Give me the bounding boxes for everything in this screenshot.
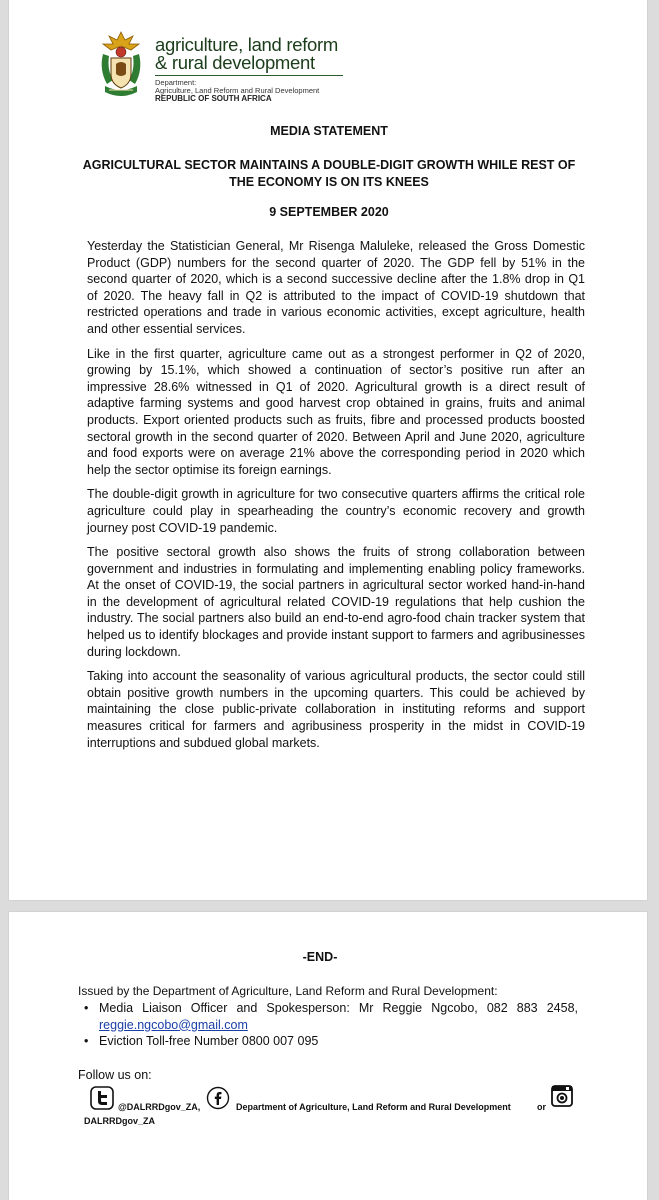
brand-divider — [155, 75, 343, 76]
headline-line-1: AGRICULTURAL SECTOR MAINTAINS A DOUBLE-DIGIT GROWTH WHILE REST OF — [82, 158, 576, 172]
paragraph: Taking into account the seasonality of various agricultural products, the sector could still obtain positive growth numbers in the upcoming quarters. This could be achieved by maintaining the close public-private collaboration in instituting reforms and support measures critical for farmers and agribusiness prosperity in the midst in COVID-19 interruptions and subdued global markets. — [87, 669, 585, 750]
department-logo — [95, 30, 345, 104]
instagram-icon[interactable] — [550, 1084, 574, 1108]
headline-line-2: THE ECONOMY IS ON ITS KNEES — [229, 175, 429, 189]
twitter-handle[interactable]: @DALRRDgov_ZA, — [118, 1102, 201, 1112]
list-item: • Eviction Toll-free Number 0800 007 095 — [78, 1033, 578, 1050]
headline — [69, 157, 589, 191]
twitter-icon[interactable] — [90, 1086, 114, 1110]
issued-by: Issued by the Department of Agriculture, Land Reform and Rural Development: — [78, 984, 498, 998]
facebook-icon[interactable] — [206, 1086, 230, 1110]
email-link[interactable]: reggie.ngcobo@gmail.com — [99, 1017, 248, 1032]
list-item — [78, 1000, 578, 1033]
end-marker: -END- — [302, 950, 338, 964]
social-links — [78, 1084, 578, 1132]
contact-list — [78, 1000, 578, 1050]
brand-line-1: agriculture, land reform — [155, 34, 339, 55]
contact-text: Media Liaison Officer and Spokesperson: Mr Reggie Ngcobo, 082 883 2458, — [99, 1001, 578, 1015]
or-text: or — [537, 1102, 546, 1112]
department-label: Department: — [155, 78, 197, 87]
country-name: REPUBLIC OF SOUTH AFRICA — [155, 94, 272, 103]
brand-line-2: & rural development — [155, 52, 315, 73]
follow-label: Follow us on: — [78, 1068, 152, 1082]
paragraph: Yesterday the Statistician General, Mr Risenga Maluleke, released the Gross Domestic Product (GDP) numbers for the second quarter of 2020. The GDP fell by 51% in the second quarter of 2020, which is a second successive decline after the 1.8% drop in Q1 of 2020. The heavy fall in Q2 is attributed to the impact of COVID-19 shutdown that restricted operations and trade in various economic activities, except agriculture, health and other essential services. — [87, 239, 585, 336]
paragraph: The positive sectoral growth also shows the fruits of strong collaboration between government and industries in formulating and implementing enabling policy frameworks. At the onset of COVID-19, the social partners in agricultural sector worked hand-in-hand in the development of agricultural related COVID-19 regulations that help cushion the industry. The social partners also build an end-to-end agro-food chain tracker system that helped us to identify blockages and provide instant support to farmers and agribusinesses during lockdown. — [87, 545, 585, 659]
coat-of-arms-icon — [95, 30, 147, 102]
instagram-handle[interactable]: DALRRDgov_ZA — [84, 1116, 155, 1126]
statement-body — [87, 238, 585, 759]
facebook-page-name[interactable]: Department of Agriculture, Land Reform and Rural Development — [236, 1102, 511, 1112]
paragraph: Like in the first quarter, agriculture came out as a strongest performer in Q2 of 2020, growing by 15.1%, which showed a continuation of sector’s positive run after an impressive 28.6% witnessed in Q1 of 2020. Agricultural growth is a direct result of adaptive farming systems and good harvest crop obtained in grains, fruits and animal products. Export oriented products such as fruits, fibre and processed products boosted sectoral growth in the second quarter of 2020. Between April and June 2020, agriculture and food exports were on average 21% above the corresponding period in 2020 which help the sector optimise its foreign earnings. — [87, 346, 585, 477]
statement-date: 9 SEPTEMBER 2020 — [269, 205, 389, 219]
paragraph: The double-digit growth in agriculture for two consecutive quarters affirms the critical role agriculture could play in spearheading the country’s economic recovery and growth journey post COVID-19 pandemic. — [87, 487, 585, 535]
document-page-1 — [9, 0, 647, 900]
department-name: Agriculture, Land Reform and Rural Development — [155, 86, 320, 95]
statement-type: MEDIA STATEMENT — [270, 124, 388, 138]
